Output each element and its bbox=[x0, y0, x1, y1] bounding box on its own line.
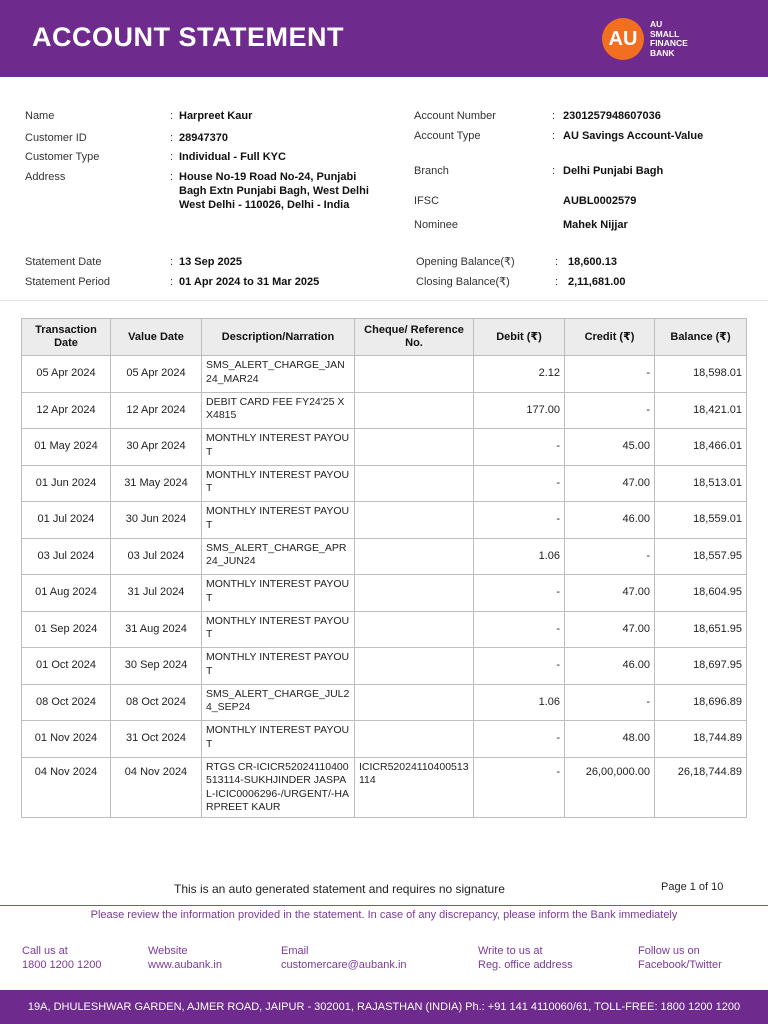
nominee: Mahek Nijjar bbox=[563, 219, 628, 231]
cell-reference: ICICR52024110400513114 bbox=[355, 757, 474, 817]
cell-reference bbox=[355, 356, 474, 393]
cell-transaction-date: 01 Nov 2024 bbox=[22, 721, 111, 758]
contact-email: Email customercare@aubank.in bbox=[281, 945, 407, 971]
cell-credit: 47.00 bbox=[565, 575, 655, 612]
phone-link[interactable]: 1800 1200 1200 bbox=[22, 959, 102, 971]
cell-value-date: 08 Oct 2024 bbox=[111, 684, 202, 721]
email-link[interactable]: customercare@aubank.in bbox=[281, 959, 407, 971]
cell-credit: 46.00 bbox=[565, 502, 655, 539]
bank-logo bbox=[602, 18, 702, 60]
review-notice: Please review the information provided in the statement. In case of any discrepancy, please inform the Bank immediately bbox=[90, 909, 678, 921]
cell-credit: 46.00 bbox=[565, 648, 655, 685]
cell-reference bbox=[355, 465, 474, 502]
cell-balance: 18,557.95 bbox=[655, 538, 747, 575]
table-row bbox=[22, 648, 747, 685]
col-header-description: Description/Narration bbox=[202, 319, 355, 356]
cell-description: MONTHLY INTEREST PAYOUT bbox=[202, 502, 355, 539]
contact-write: Write to us at Reg. office address bbox=[478, 945, 573, 971]
customer-id-label: Customer ID bbox=[25, 132, 87, 144]
cell-debit: - bbox=[474, 502, 565, 539]
cell-reference bbox=[355, 611, 474, 648]
cell-balance: 18,604.95 bbox=[655, 575, 747, 612]
branch: Delhi Punjabi Bagh bbox=[563, 165, 664, 177]
cell-balance: 18,513.01 bbox=[655, 465, 747, 502]
cell-balance: 18,421.01 bbox=[655, 392, 747, 429]
footer-address-bar: 19A, DHULESHWAR GARDEN, AJMER ROAD, JAIPUR - 302001, RAJASTHAN (INDIA) Ph.: +91 141 4110060/61, TOLL-FREE: 1800 1200 1200 bbox=[0, 990, 768, 1024]
cell-credit: - bbox=[565, 538, 655, 575]
cell-credit: 45.00 bbox=[565, 429, 655, 466]
account-number: 2301257948607036 bbox=[563, 110, 661, 122]
cell-value-date: 05 Apr 2024 bbox=[111, 356, 202, 393]
cell-transaction-date: 12 Apr 2024 bbox=[22, 392, 111, 429]
cell-transaction-date: 01 Aug 2024 bbox=[22, 575, 111, 612]
cell-debit: - bbox=[474, 721, 565, 758]
cell-transaction-date: 05 Apr 2024 bbox=[22, 356, 111, 393]
table-row bbox=[22, 611, 747, 648]
cell-transaction-date: 01 Oct 2024 bbox=[22, 648, 111, 685]
address-label: Address bbox=[25, 171, 66, 183]
cell-reference bbox=[355, 538, 474, 575]
account-type: AU Savings Account-Value bbox=[563, 130, 704, 142]
customer-id: 28947370 bbox=[179, 132, 228, 144]
cell-credit: 48.00 bbox=[565, 721, 655, 758]
cell-value-date: 31 Jul 2024 bbox=[111, 575, 202, 612]
account-type-label: Account Type bbox=[414, 130, 481, 142]
cell-debit: - bbox=[474, 611, 565, 648]
cell-transaction-date: 01 Jul 2024 bbox=[22, 502, 111, 539]
cell-balance: 18,744.89 bbox=[655, 721, 747, 758]
statement-header bbox=[0, 0, 768, 77]
social-link[interactable]: Facebook/Twitter bbox=[638, 959, 722, 971]
page-title: ACCOUNT STATEMENT bbox=[32, 22, 344, 52]
cell-transaction-date: 01 Jun 2024 bbox=[22, 465, 111, 502]
cell-description: RTGS CR-ICICR52024110400513114-SUKHJINDER JASPAL-ICIC0006296-/URGENT/-HARPREET KAUR bbox=[202, 757, 355, 817]
contact-website: Website www.aubank.in bbox=[148, 945, 222, 971]
cell-description: MONTHLY INTEREST PAYOUT bbox=[202, 721, 355, 758]
table-row bbox=[22, 429, 747, 466]
cell-value-date: 31 Oct 2024 bbox=[111, 721, 202, 758]
cell-transaction-date: 03 Jul 2024 bbox=[22, 538, 111, 575]
cell-description: MONTHLY INTEREST PAYOUT bbox=[202, 611, 355, 648]
cell-description: MONTHLY INTEREST PAYOUT bbox=[202, 465, 355, 502]
table-header-row bbox=[22, 319, 747, 356]
closing-balance-label: Closing Balance(₹) bbox=[416, 276, 510, 288]
col-header-balance: Balance (₹) bbox=[655, 319, 747, 356]
customer-address: House No-19 Road No-24, Punjabi Bagh Extn Punjabi Bagh, West Delhi West Delhi - 110026, Delhi - India bbox=[179, 171, 369, 211]
table-row bbox=[22, 465, 747, 502]
nominee-label: Nominee bbox=[414, 219, 459, 231]
customer-type: Individual - Full KYC bbox=[179, 151, 286, 163]
cell-transaction-date: 01 May 2024 bbox=[22, 429, 111, 466]
cell-debit: - bbox=[474, 757, 565, 817]
cell-reference bbox=[355, 648, 474, 685]
logo-text: AU SMALL FINANCE BANK bbox=[650, 19, 688, 58]
cell-credit: 47.00 bbox=[565, 465, 655, 502]
footer-divider bbox=[0, 905, 768, 906]
cell-value-date: 31 May 2024 bbox=[111, 465, 202, 502]
table-row bbox=[22, 538, 747, 575]
cell-reference bbox=[355, 502, 474, 539]
cell-debit: - bbox=[474, 575, 565, 612]
cell-reference bbox=[355, 392, 474, 429]
cell-transaction-date: 08 Oct 2024 bbox=[22, 684, 111, 721]
statement-date-label: Statement Date bbox=[25, 256, 102, 268]
cell-description: MONTHLY INTEREST PAYOUT bbox=[202, 648, 355, 685]
col-header-transaction-date: Transaction Date bbox=[22, 319, 111, 356]
account-number-label: Account Number bbox=[414, 110, 496, 122]
cell-balance: 18,696.89 bbox=[655, 684, 747, 721]
cell-description: MONTHLY INTEREST PAYOUT bbox=[202, 429, 355, 466]
cell-description: SMS_ALERT_CHARGE_JUL24_SEP24 bbox=[202, 684, 355, 721]
transactions-table bbox=[21, 318, 747, 818]
cell-description: MONTHLY INTEREST PAYOUT bbox=[202, 575, 355, 612]
cell-balance: 18,466.01 bbox=[655, 429, 747, 466]
cell-balance: 18,559.01 bbox=[655, 502, 747, 539]
contact-call: Call us at 1800 1200 1200 bbox=[22, 945, 102, 971]
cell-value-date: 04 Nov 2024 bbox=[111, 757, 202, 817]
table-row bbox=[22, 502, 747, 539]
table-row bbox=[22, 721, 747, 758]
cell-debit: - bbox=[474, 429, 565, 466]
name-label: Name bbox=[25, 110, 55, 122]
cell-value-date: 31 Aug 2024 bbox=[111, 611, 202, 648]
cell-value-date: 03 Jul 2024 bbox=[111, 538, 202, 575]
auto-generated-note: This is an auto generated statement and requires no signature bbox=[174, 882, 505, 896]
website-link[interactable]: www.aubank.in bbox=[148, 959, 222, 971]
logo-mark-icon: AU bbox=[602, 18, 644, 60]
cell-balance: 26,18,744.89 bbox=[655, 757, 747, 817]
table-row bbox=[22, 684, 747, 721]
col-header-credit: Credit (₹) bbox=[565, 319, 655, 356]
cell-value-date: 12 Apr 2024 bbox=[111, 392, 202, 429]
cell-description: DEBIT CARD FEE FY24'25 XX4815 bbox=[202, 392, 355, 429]
col-header-reference: Cheque/ Reference No. bbox=[355, 319, 474, 356]
table-row bbox=[22, 356, 747, 393]
cell-reference bbox=[355, 429, 474, 466]
cell-debit: 1.06 bbox=[474, 684, 565, 721]
cell-balance: 18,651.95 bbox=[655, 611, 747, 648]
cell-value-date: 30 Sep 2024 bbox=[111, 648, 202, 685]
col-header-value-date: Value Date bbox=[111, 319, 202, 356]
ifsc-label: IFSC bbox=[414, 195, 440, 207]
table-row bbox=[22, 392, 747, 429]
cell-value-date: 30 Jun 2024 bbox=[111, 502, 202, 539]
cell-debit: 177.00 bbox=[474, 392, 565, 429]
customer-type-label: Customer Type bbox=[25, 151, 100, 163]
cell-transaction-date: 01 Sep 2024 bbox=[22, 611, 111, 648]
statement-date: 13 Sep 2025 bbox=[179, 256, 242, 268]
closing-balance: 2,11,681.00 bbox=[568, 276, 626, 288]
cell-debit: 2.12 bbox=[474, 356, 565, 393]
cell-balance: 18,598.01 bbox=[655, 356, 747, 393]
cell-value-date: 30 Apr 2024 bbox=[111, 429, 202, 466]
address-link[interactable]: Reg. office address bbox=[478, 959, 573, 971]
ifsc: AUBL0002579 bbox=[563, 195, 637, 207]
cell-description: SMS_ALERT_CHARGE_APR24_JUN24 bbox=[202, 538, 355, 575]
cell-credit: - bbox=[565, 356, 655, 393]
cell-credit: - bbox=[565, 684, 655, 721]
page-number: Page 1 of 10 bbox=[661, 881, 724, 893]
table-row bbox=[22, 575, 747, 612]
contact-social: Follow us on Facebook/Twitter bbox=[638, 945, 722, 971]
opening-balance-label: Opening Balance(₹) bbox=[416, 256, 515, 268]
cell-reference bbox=[355, 721, 474, 758]
branch-label: Branch bbox=[414, 165, 449, 177]
section-divider bbox=[0, 300, 768, 301]
statement-period-label: Statement Period bbox=[25, 276, 110, 288]
table-row bbox=[22, 757, 747, 817]
cell-debit: - bbox=[474, 465, 565, 502]
cell-debit: - bbox=[474, 648, 565, 685]
cell-credit: 47.00 bbox=[565, 611, 655, 648]
cell-reference bbox=[355, 684, 474, 721]
cell-description: SMS_ALERT_CHARGE_JAN24_MAR24 bbox=[202, 356, 355, 393]
customer-name: Harpreet Kaur bbox=[179, 110, 253, 122]
cell-credit: - bbox=[565, 392, 655, 429]
opening-balance: 18,600.13 bbox=[568, 256, 617, 268]
cell-credit: 26,00,000.00 bbox=[565, 757, 655, 817]
cell-debit: 1.06 bbox=[474, 538, 565, 575]
cell-balance: 18,697.95 bbox=[655, 648, 747, 685]
cell-transaction-date: 04 Nov 2024 bbox=[22, 757, 111, 817]
col-header-debit: Debit (₹) bbox=[474, 319, 565, 356]
statement-period: 01 Apr 2024 to 31 Mar 2025 bbox=[179, 276, 320, 288]
cell-reference bbox=[355, 575, 474, 612]
